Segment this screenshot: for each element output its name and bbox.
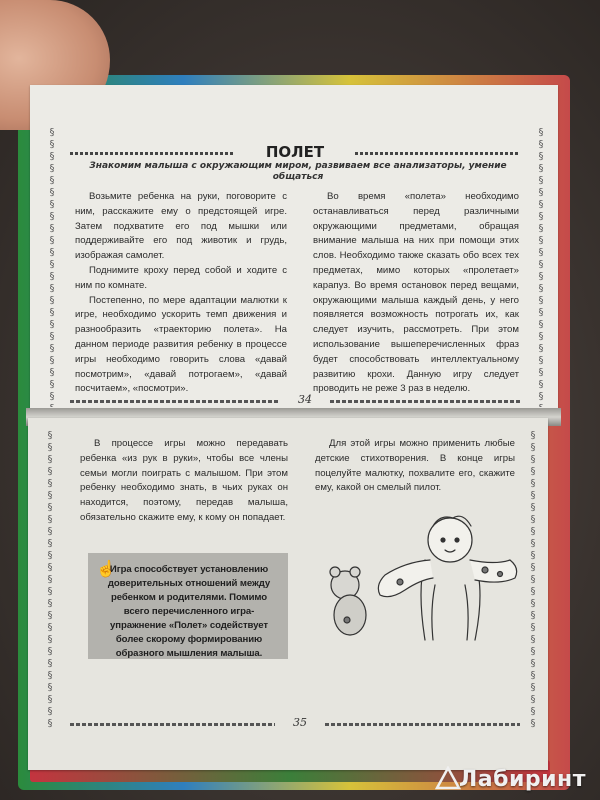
baby-illustration — [325, 490, 530, 645]
paragraph: Во время «полета» необходимо останавливаться перед различными окружающими предметами, обращая внимание малыша на них при помощи этих слов. Необходимо также сказать обо всех тех предметах, мимо которых «пролетает» карапуз. Во время остановок перед вещами, окружающими малыша каждый день, у него появляется возможность потрогать их, как следует изучить, рассмотреть. При этом использование вышеперечисленных фраз будет способствовать интеллектуальному развитию крохи. Данную игру следует проводить не реже 3 раз в неделю. — [313, 191, 519, 395]
paragraph: Возьмите ребенка на руки, поговорите с ним, расскажите ему о предстоящей игре. Затем подхватите его под мышки или поддерживайте его под животик и грудь, изображая самолет. — [75, 191, 287, 262]
tip-text: Игра способствует установлению доверительных отношений между ребенком и родителями. Помимо всего перечисленного игра-упражнение «Полет» содействует более скорому формированию образного мышления малыша. — [107, 564, 271, 659]
text-column-left-bottom — [80, 437, 288, 526]
footer-rule-left — [70, 400, 280, 403]
swirl-border-left-bottom — [45, 430, 55, 730]
text-column-left-top — [75, 190, 287, 397]
paragraph: Постепенно, по мере адаптации малютки к игре, необходимо ускорить темп движения и разнообразить «траекторию полета». На данном периоде развития ребенку в процессе игры необходимо говорить слова «давай посмотрим», «давай потрогаем», «давай посчитаем», «посмотри». — [75, 294, 287, 395]
title-bar — [70, 143, 520, 163]
page-number: 34 — [298, 393, 312, 406]
paragraph: Поднимите кроху перед собой и ходите с ним по комнате. — [75, 264, 287, 291]
page-number: 35 — [293, 716, 307, 729]
footer-rule-left — [70, 723, 275, 726]
watermark — [435, 766, 586, 792]
paragraph: В процессе игры можно передавать ребенка «из рук в руки», чтобы все члены семьи могли поиграть с малышом. При этом ребенку необходимо знать, в чьих руках он находится, поэтому, передав малыша, обязательно скажите ему, к кому он попадает. — [80, 438, 288, 523]
paragraph: Для этой игры можно применить любые детские стихотворения. В конце игры поцелуйте малютку, похвалите его, скажите ему, какой он смелый пилот. — [315, 438, 515, 494]
footer-rule-right — [330, 400, 520, 403]
text-column-right-bottom — [315, 437, 515, 496]
footer-rule-right — [325, 723, 520, 726]
watermark-text: Лабиринт — [458, 767, 586, 792]
text-column-right-top — [313, 190, 519, 397]
swirl-border-left-top — [47, 127, 57, 407]
page-subtitle: Знакомим малыша с окружающим миром, развиваем все анализаторы, умение общаться — [89, 161, 507, 182]
hand-pointer-icon: ☝ — [96, 561, 116, 578]
labirint-logo-icon — [435, 766, 461, 790]
swirl-border-right-top — [536, 127, 546, 407]
page-title: ПОЛЕТ — [265, 143, 325, 161]
tip-box — [88, 553, 288, 659]
